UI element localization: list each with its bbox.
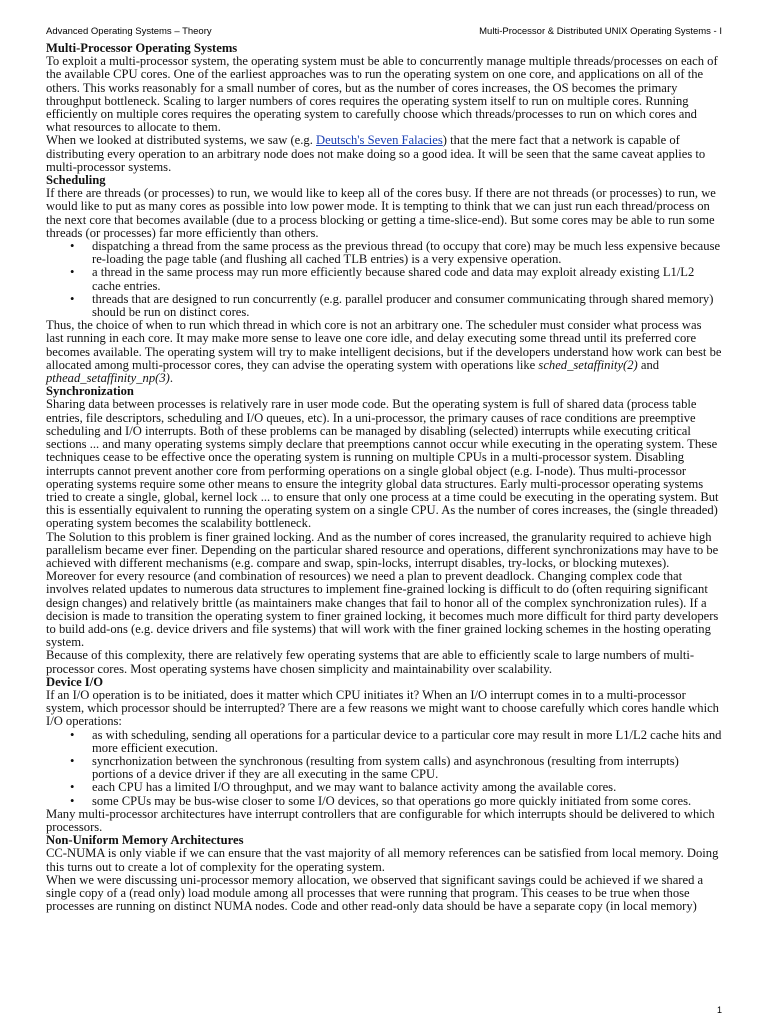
list-device-io [46,729,722,808]
header-chapter-title: Multi-Processor & Distributed UNIX Operating Systems - I [479,26,722,37]
list-item: • dispatching a thread from the same process as the previous thread (to occupy that core) may be much less expensive because re-loading the page table (and flushing all cached TLB entries) is a very expensive operation. [46,240,722,266]
heading-synchronization: Synchronization [46,384,134,399]
heading-device-io: Device I/O [46,674,104,689]
list-item: • some CPUs may be bus-wise closer to some I/O devices, so that operations go more quickly initiated from some cores. [46,795,722,808]
list-item: • syncrhonization between the synchronous (resulting from system calls) and asynchronous (resulting from interrupts) portions of a device driver if they are all executing in the same CPU. [46,755,722,781]
paragraph-synchronization-2: The Solution to this problem is finer grained locking. And as the number of cores increased, the granularity required to achieve high parallelism became ever finer. Depending on the particular shared resource and operations, different synchronizations may have to be achieved with different mechanisms (e.g. compare and swap, spin-locks, interrupt disables, try-locks, or blocking mutexes). Moreover for every resource (and combination of resources) we need a plan to prevent deadlock. Changing complex code that involves related updates to numerous data structures to implement fine-grained locking is difficult to do (often requiring significant design changes) and relatively brittle (as maintainers make changes that fail to honor all of the complex synchronization rules). If a decision is made to transition the operating system to finer grained locking, it becomes much more difficult for third party developers to build add-ons (e.g. device drivers and file systems) that will work with the finer grained locking schemes in the hosting operating system. [46,529,719,650]
link-deutsch-fallacies[interactable]: Deutsch's Seven Falacies [316,133,443,148]
list-item: • threads that are designed to run concurrently (e.g. parallel producer and consumer communicating through shared memory) should be run on distinct cores. [46,293,722,319]
paragraph-multiprocessor-2 [46,134,722,174]
paragraph-synchronization-3: Because of this complexity, there are relatively few operating systems that are able to efficiently scale to large numbers of multi-processor cores. Most operating systems have chosen simplicity and maintainability over scalability. [46,648,695,676]
text-fragment: When we looked at distributed systems, we saw (e.g. [46,133,317,148]
paragraph-numa-1: CC-NUMA is only viable if we can ensure that the vast majority of all memory references can be satisfied from local memory. Doing this turns out to create a lot of complexity for the operating system. [46,846,719,874]
paragraph-synchronization-1: Sharing data between processes is relatively rare in user mode code. But the operating system is full of shared data (process table entries, file descriptors, scheduling and I/O queues, etc). In a uni-processor, the primary causes of race conditions are preemptive scheduling and I/O interrupts. Both of these problems can be managed by disabling (selected) interrupts while executing critical sections ... and many operating systems simply declare that preemptions cannot occur while executing in the operating system. These techniques cease to be effective once the operating system is running on multiple CPUs in a multi-processor system. Disabling interrupts cannot prevent another core from performing operations on a single global object (e.g. I-node). Thus multi-processor operating systems require some other means to ensure the integrity global data structures. Early multi-processor operating systems tried to create a single, global, kernel lock ... to ensure that only one process at a time could be executing in the operating system. But this is essentially equivalent to running the operating system on a single CPU. As the number of cores increases, the (single threaded) operating system becomes the scalability bottleneck. [46,397,719,531]
page-number: 1 [716,1005,722,1015]
heading-scheduling: Scheduling [46,173,106,188]
paragraph-device-io-outro: Many multi-processor architectures have interrupt controllers that are configurable for which interrupts should be delivered to which processors. [46,806,715,834]
function-name: sched_setaffinity(2) [538,357,638,372]
document-body [46,42,722,913]
list-scheduling [46,240,722,319]
list-item: • as with scheduling, sending all operations for a particular device to a particular core may result in more L1/L2 cache hits and more efficient execution. [46,729,722,755]
paragraph-device-io-intro: If an I/O operation is to be initiated, does it matter which CPU initiates it? When an I/O interrupt comes in to a multi-processor system, which processor should be interrupted? There are a few reasons we might want to choose carefully which cores handle which I/O operations: [46,687,719,729]
paragraph-scheduling-intro: If there are threads (or processes) to run, we would like to keep all of the cores busy. If there are not threads (or processes) to run, we would like to put as many cores as possible into low power mode. It is tempting to think that we can just run each thread/process on the next core that becomes available (due to a process blocking or getting a time-slice-end). But some cores may be able to run some threads (or processes) far more efficiently than others. [46,186,716,240]
paragraph-multiprocessor-1: To exploit a multi-processor system, the operating system must be able to concurrently manage multiple threads/processes on each of the available CPU cores. One of the earliest approaches was to run the operating system on one core, and applications on all of the others. This works reasonably for a small number of cores, but as the number of cores increases, the OS becomes the primary throughput bottleneck. Scaling to larger numbers of cores requires the operating system itself to run on multiple cores. Running efficiently on multiple cores requires the operating system to carefully choose which threads/processes to run on which cores and what resources to allocate to them. [46,54,718,135]
function-name: pthead_setaffinity_np(3) [46,371,170,386]
heading-multiprocessor: Multi-Processor Operating Systems [46,41,238,55]
text-fragment: and [637,357,660,372]
paragraph-scheduling-outro [46,319,722,385]
running-header [46,26,722,37]
text-fragment: . [169,371,173,386]
header-course-title: Advanced Operating Systems – Theory [46,26,212,37]
heading-numa: Non-Uniform Memory Architectures [46,833,244,848]
text-fragment: Thus, the choice of when to run which thread in which core is not an arbitrary one. The scheduler must consider what process was last running in each core. It may make more sense to leave one core idle, and delay executing some thread until its preferred core becomes available. The operating system will try to make intelligent decisions, but if the developers understand how work can best be allocated among multi-processor cores, they can advise the operating system with operations like [46,318,722,372]
list-item: • a thread in the same process may run more efficiently because shared code and data may exploit already existing L1/L2 cache entries. [46,266,722,292]
text-fragment: ) that the mere fact that a network is capable of distributing every operation to an arbitrary node does not make doing so a good idea. It will be seen that the same caveat applies to multi-processor systems. [46,133,706,174]
paragraph-numa-2: When we were discussing uni-processor memory allocation, we observed that significant savings could be achieved if we shared a single copy of a (read only) load module among all processes that were running that program. This ceases to be true when those processes are running on distinct NUMA nodes. Code and other read-only data should be have a separate copy (in local memory) [46,872,704,914]
list-item: • each CPU has a limited I/O throughput, and we may want to balance activity among the available cores. [46,781,722,794]
